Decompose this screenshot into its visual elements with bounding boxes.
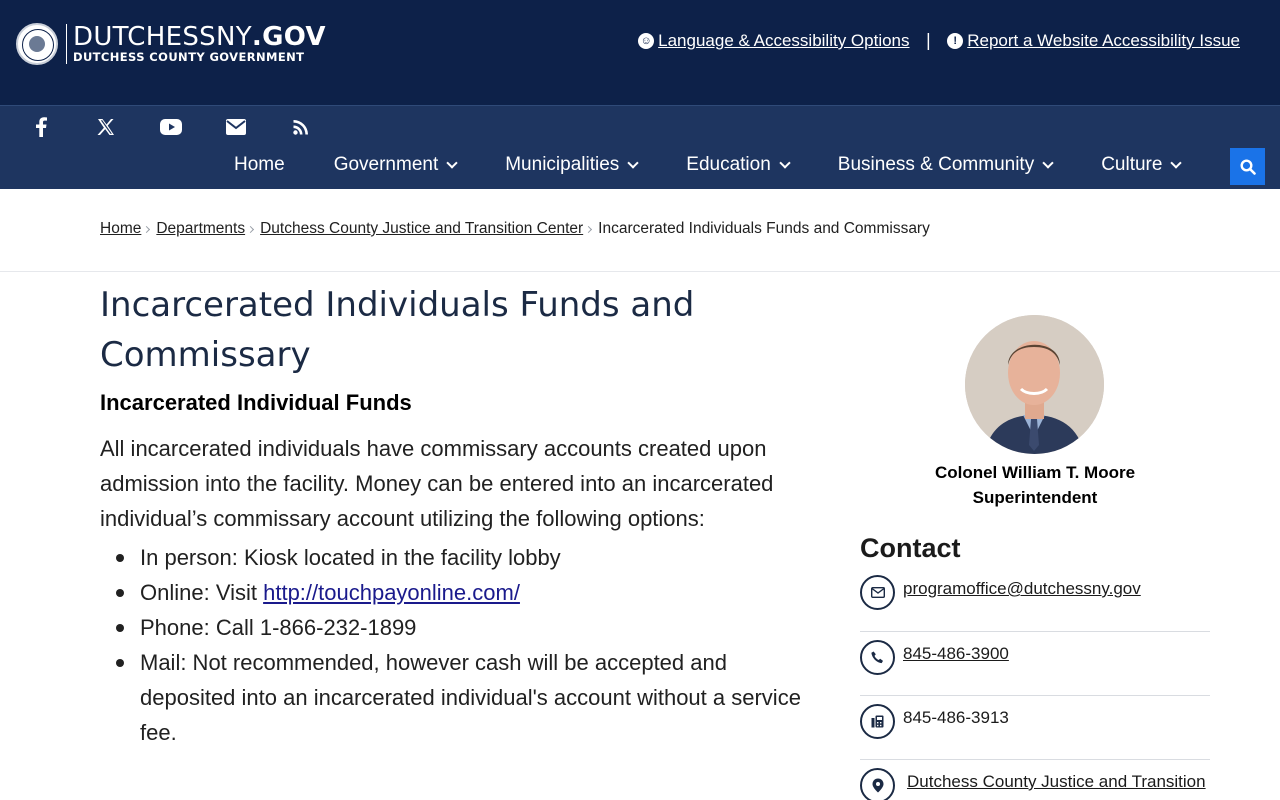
contact-fax-row <box>860 704 1210 760</box>
logo-text <box>66 24 326 64</box>
main-nav-bar <box>0 105 1280 189</box>
map-pin-icon <box>860 768 895 800</box>
chevron-right-icon <box>585 225 592 232</box>
breadcrumb-divider <box>0 271 1280 272</box>
top-header <box>0 0 1280 105</box>
social-links <box>30 116 355 140</box>
person-name: Colonel William T. Moore <box>934 463 1136 482</box>
chevron-down-icon <box>447 157 458 168</box>
x-icon[interactable] <box>95 116 117 138</box>
intro-paragraph: All incarcerated individuals have commissary accounts created upon admission into the facility. Money can be entered into an incarcerated individual’s commissary account utilizing the following options: <box>100 436 774 531</box>
breadcrumb-current: Incarcerated Individuals Funds and Commissary <box>598 220 930 237</box>
logo-subtitle: DUTCHESS COUNTY GOVERNMENT <box>73 50 305 64</box>
list-item: In person: Kiosk located in the facility lobby <box>140 540 820 575</box>
contact-address-row <box>860 768 1210 800</box>
section-heading: Incarcerated Individual Funds <box>100 390 412 415</box>
phone-icon <box>860 640 895 675</box>
contact-email-row <box>860 575 1210 632</box>
contact-email-link[interactable]: programoffice@dutchessny.gov <box>903 579 1141 598</box>
chevron-down-icon <box>1043 157 1054 168</box>
nav-item-culture[interactable] <box>1101 154 1180 176</box>
logo-main-text <box>73 24 326 50</box>
chevron-down-icon <box>1171 157 1182 168</box>
list-item <box>140 575 820 610</box>
facebook-icon[interactable] <box>30 116 52 138</box>
chevron-down-icon <box>779 157 790 168</box>
nav-item-municipalities[interactable] <box>505 154 637 176</box>
site-logo[interactable] <box>16 22 326 66</box>
accessibility-icon: ☺ <box>638 33 654 49</box>
chevron-right-icon <box>247 225 254 232</box>
language-accessibility-label: Language & Accessibility Options <box>658 31 910 50</box>
search-button[interactable] <box>1230 148 1265 185</box>
alert-icon: ! <box>947 33 963 49</box>
primary-navigation <box>234 154 1229 176</box>
online-option-prefix: Online: Visit <box>140 580 264 605</box>
contact-heading: Contact <box>860 533 961 563</box>
contact-phone-link[interactable]: 845-486-3900 <box>903 644 1009 663</box>
page-title: Incarcerated Individuals Funds and Commissary <box>100 285 695 375</box>
logo-main-light: DUTCHESSNY <box>73 22 252 52</box>
breadcrumb-justice-center[interactable]: Dutchess County Justice and Transition Center <box>260 220 584 237</box>
nav-item-label: Home <box>234 154 285 175</box>
chevron-right-icon <box>143 225 150 232</box>
nav-item-government[interactable] <box>334 154 457 176</box>
nav-item-label: Government <box>333 154 439 175</box>
language-accessibility-link[interactable] <box>638 31 909 51</box>
nav-item-home[interactable] <box>234 154 285 176</box>
nav-item-education[interactable] <box>686 154 789 176</box>
nav-item-label: Business & Community <box>837 154 1035 175</box>
breadcrumb-home[interactable]: Home <box>100 220 142 237</box>
nav-item-business-community[interactable] <box>838 154 1052 176</box>
chevron-down-icon <box>628 157 639 168</box>
youtube-icon[interactable] <box>160 116 182 138</box>
contact-phone-row <box>860 640 1210 696</box>
breadcrumb-departments[interactable]: Departments <box>156 220 246 237</box>
envelope-icon <box>860 575 895 610</box>
list-item: Mail: Not recommended, however cash will be accepted and deposited into an incarcerated individual's account without a service fee. <box>140 645 820 750</box>
report-accessibility-label: Report a Website Accessibility Issue <box>967 31 1240 50</box>
utility-separator: | <box>925 31 932 51</box>
nav-item-label: Education <box>686 154 771 175</box>
fax-icon <box>860 704 895 739</box>
list-item: Phone: Call 1-866-232-1899 <box>140 610 820 645</box>
email-icon[interactable] <box>225 116 247 138</box>
nav-item-label: Municipalities <box>505 154 620 175</box>
touchpay-link[interactable]: http://touchpayonline.com/ <box>263 580 520 605</box>
utility-links <box>638 31 1240 51</box>
contact-address-link[interactable]: Dutchess County Justice and Transition <box>907 772 1206 791</box>
contact-fax-number: 845-486-3913 <box>903 708 1009 727</box>
search-icon <box>1240 159 1256 175</box>
superintendent-photo <box>965 315 1104 454</box>
county-seal-icon <box>16 23 58 65</box>
nav-item-label: Culture <box>1101 154 1163 175</box>
person-title: Superintendent <box>972 488 1098 507</box>
rss-icon[interactable] <box>290 116 312 138</box>
logo-main-bold: .GOV <box>251 22 326 52</box>
breadcrumb <box>100 220 930 238</box>
funding-options-list <box>140 540 820 750</box>
report-accessibility-link[interactable] <box>947 31 1240 51</box>
